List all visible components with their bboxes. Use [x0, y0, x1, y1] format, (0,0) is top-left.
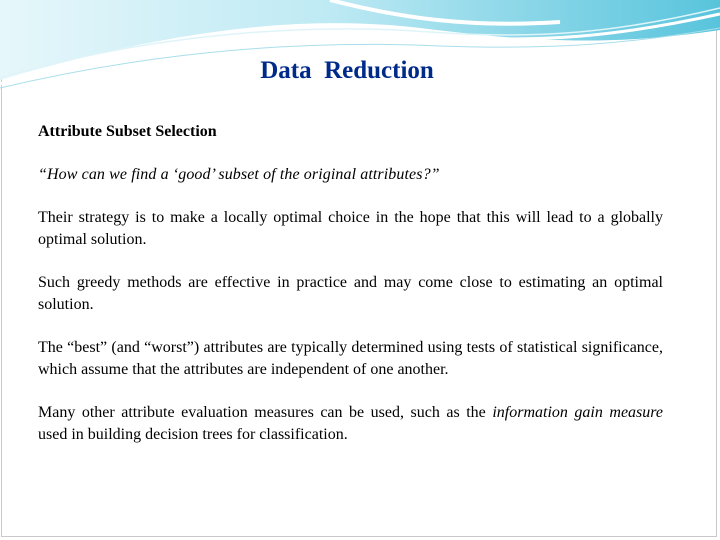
guiding-question: “How can we find a ‘good’ subset of the original attributes?”: [38, 166, 440, 183]
section-heading: Attribute Subset Selection: [38, 123, 217, 140]
slide-title: Data Reduction: [260, 57, 434, 84]
paragraph-evaluation-measures-end: used in building decision trees for classification.: [38, 426, 348, 443]
slide-body: [38, 122, 663, 446]
paragraph-evaluation-measures-start: Many other attribute evaluation measures can be used, such as the: [38, 404, 493, 421]
paragraph-statistical-tests: The “best” (and “worst”) attributes are typically determined using tests of statistical significance, which assume that the attributes are independent of one another.: [38, 339, 663, 378]
paragraph-evaluation-measures: [38, 402, 663, 446]
information-gain-term: information gain measure: [492, 404, 664, 421]
paragraph-greedy-methods: Such greedy methods are effective in practice and may come close to estimating an optimal solution.: [38, 274, 663, 313]
paragraph-strategy: Their strategy is to make a locally optimal choice in the hope that this will lead to a globally optimal solution.: [38, 209, 663, 248]
